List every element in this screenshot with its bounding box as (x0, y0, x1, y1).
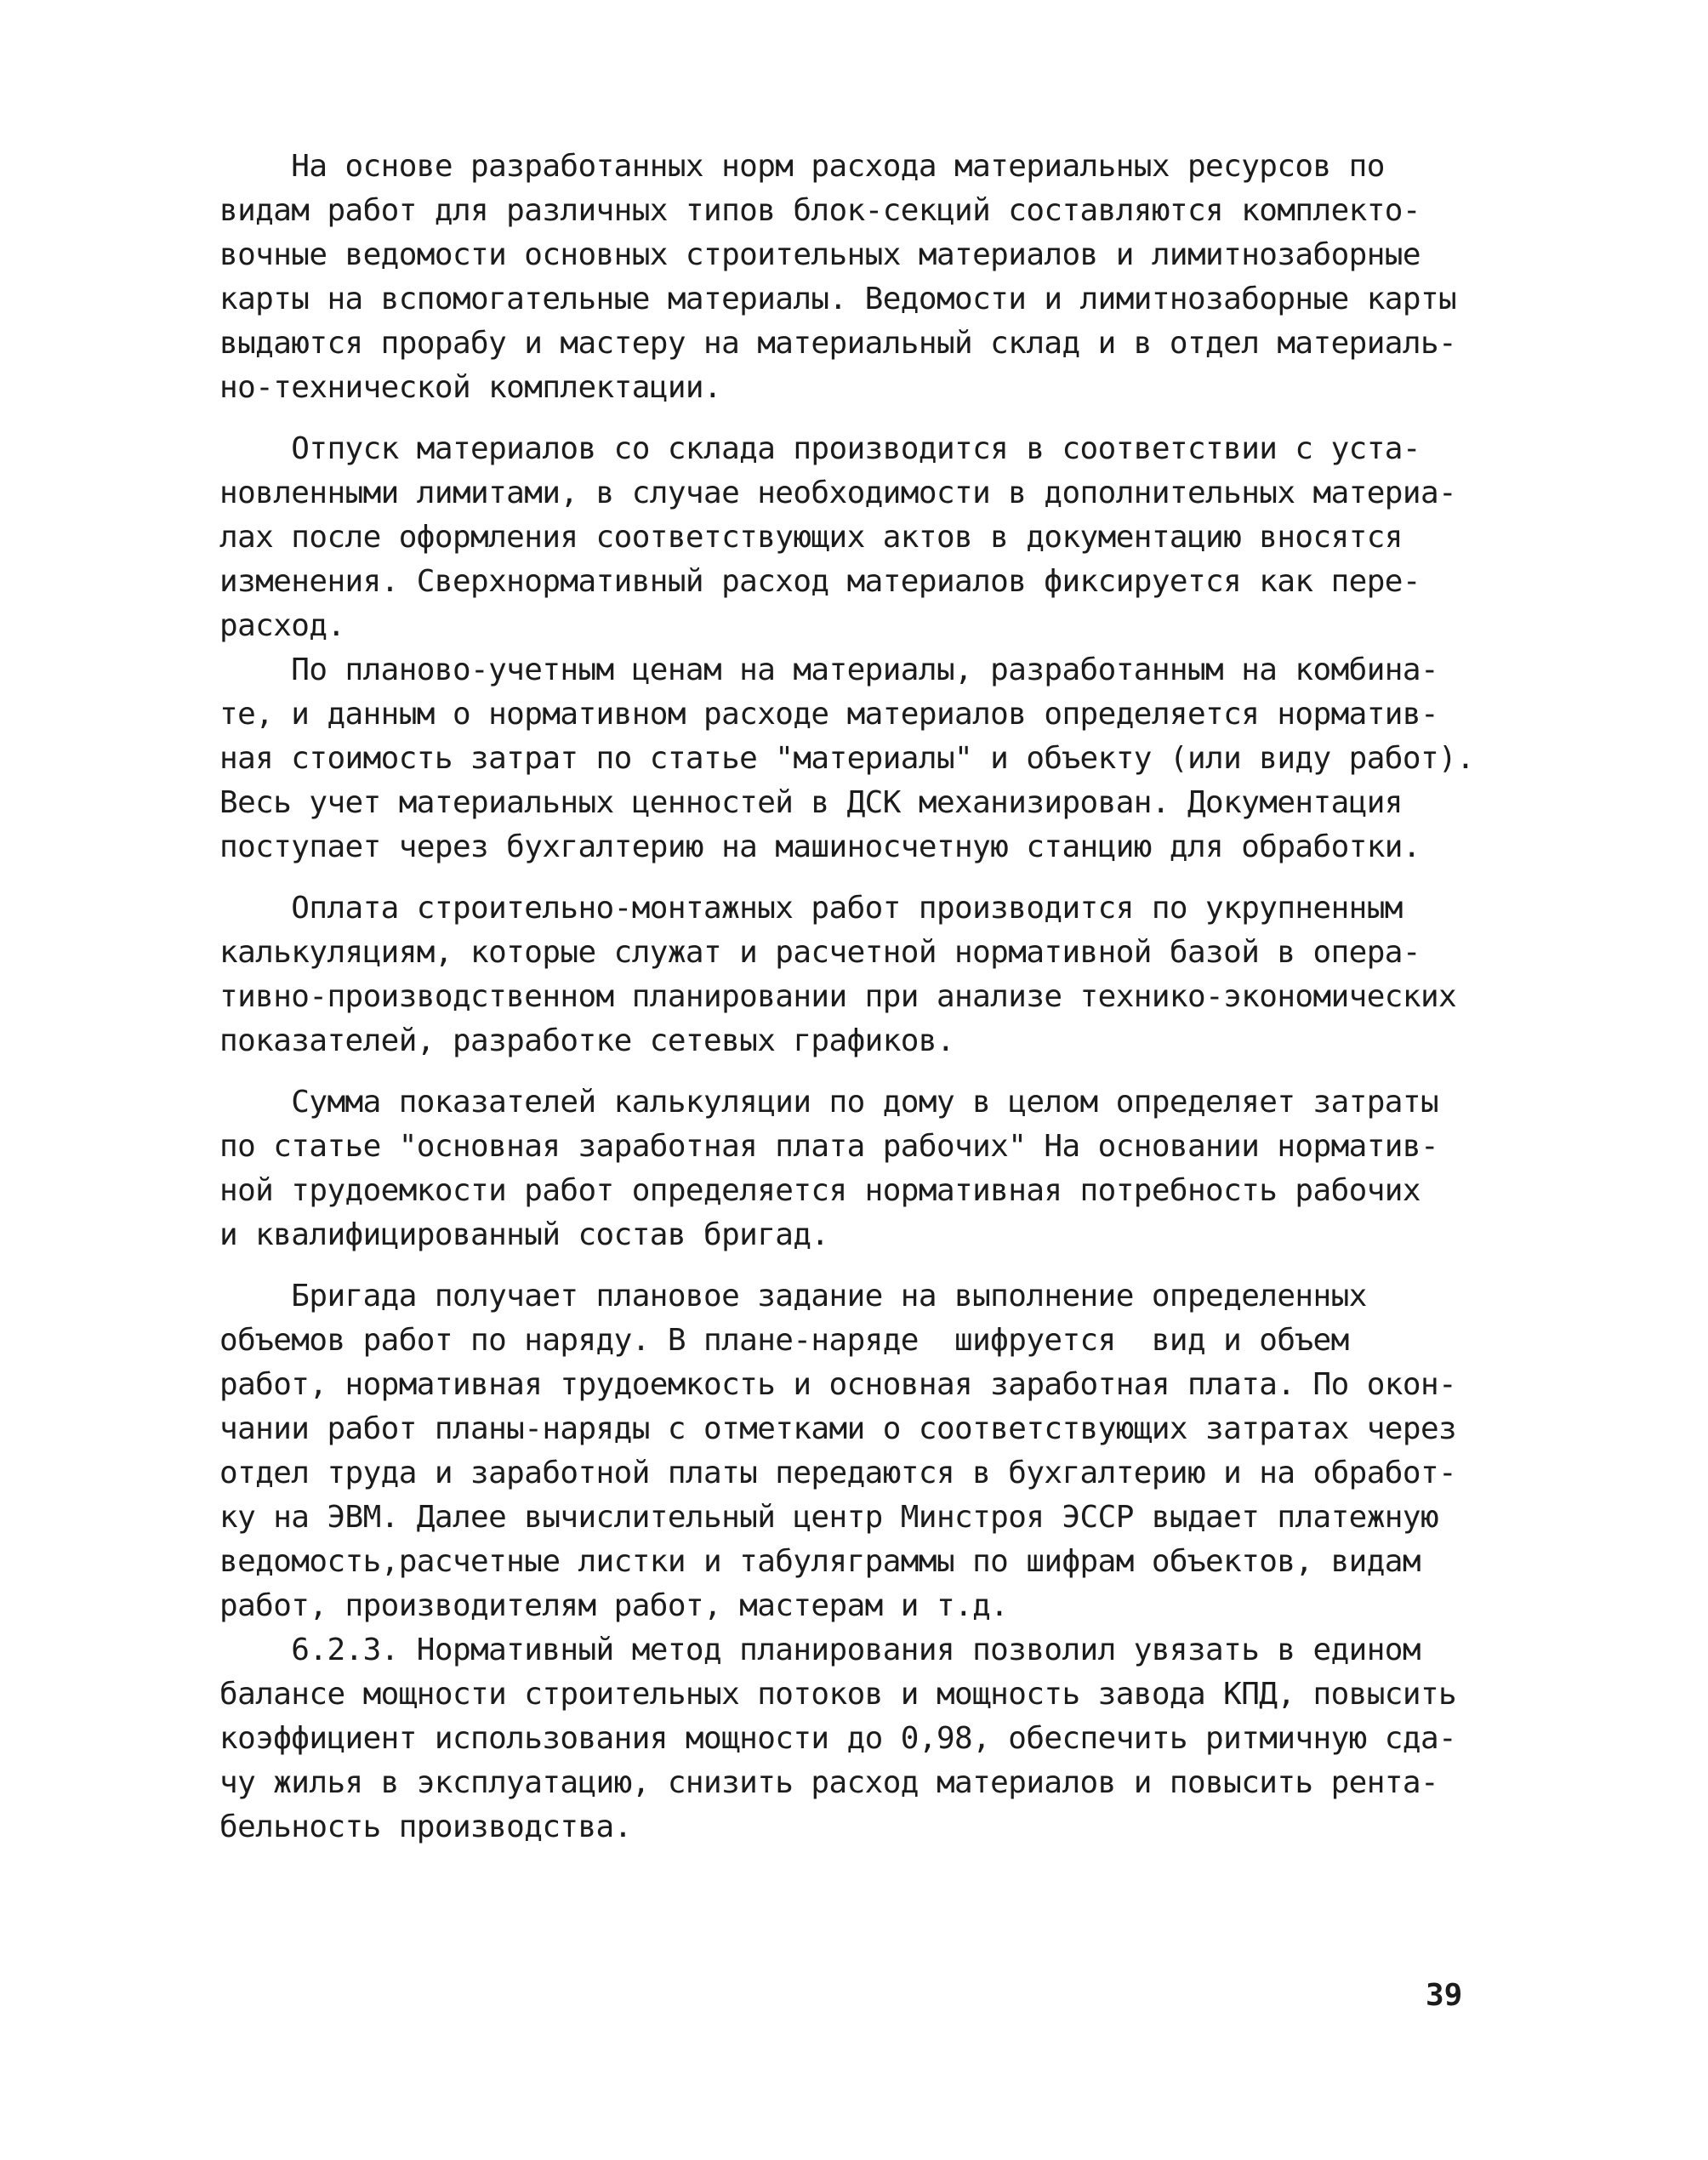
text-line: новленными лимитами, в случае необходимости в дополнительных материа- (219, 476, 1457, 510)
text-line: те, и данным о нормативном расходе материалов определяется норматив- (219, 697, 1439, 732)
text-line: чу жилья в эксплуатацию, снизить расход материалов и повысить рента- (219, 1765, 1439, 1800)
text-line: ная стоимость затрат по статье "материалы" и объекту (или виду работ). (219, 741, 1475, 776)
text-line: Оплата строительно-монтажных работ производится по укрупненным (219, 891, 1403, 926)
text-line: калькуляциям, которые служат и расчетной нормативной базой в опера- (219, 935, 1420, 970)
body-text (219, 145, 1495, 1849)
text-line: поступает через бухгалтерию на машиносчетную станцию для обработки. (219, 829, 1420, 864)
paragraph-2 (219, 427, 1495, 648)
text-line: работ, нормативная трудоемкость и основная заработная плата. По окон- (219, 1367, 1457, 1402)
text-line: но-технической комплектации. (219, 370, 722, 405)
text-line: выдаются прорабу и мастеру на материальный склад и в отдел материаль- (219, 326, 1457, 361)
text-line: расход. (219, 608, 345, 643)
text-line: видам работ для различных типов блок-секций составляются комплекто- (219, 193, 1420, 228)
text-line: ку на ЭВМ. Далее вычислительный центр Минстроя ЭССР выдает платежную (219, 1500, 1439, 1535)
paragraph-7 (219, 1628, 1495, 1849)
text-line: 6.2.3. Нормативный метод планирования позволил увязать в едином (219, 1633, 1420, 1667)
paragraph-6 (219, 1274, 1495, 1628)
text-line: работ, производителям работ, мастерам и т.д. (219, 1588, 1009, 1623)
text-line: Отпуск материалов со склада производится в соответствии с уста- (219, 431, 1420, 466)
page-number: 39 (1426, 1978, 1463, 2013)
text-line: вочные ведомости основных строительных материалов и лимитнозаборные (219, 237, 1420, 272)
paragraph-3 (219, 648, 1495, 869)
text-line: объемов работ по наряду. В плане-наряде шифруется вид и объем (219, 1323, 1349, 1358)
text-line: Сумма показателей калькуляции по дому в целом определяет затраты (219, 1085, 1439, 1120)
text-line: лах после оформления соответствующих актов в документацию вносятся (219, 520, 1403, 555)
text-line: тивно-производственном планировании при анализе технико-экономических (219, 979, 1457, 1014)
text-line: По планово-учетным ценам на материалы, разработанным на комбина- (219, 653, 1439, 687)
text-line: отдел труда и заработной платы передаются в бухгалтерию и на обработ- (219, 1456, 1457, 1490)
text-line: по статье "основная заработная плата рабочих" На основании норматив- (219, 1129, 1439, 1164)
text-line: ведомость,расчетные листки и табуляграммы по шифрам объектов, видам (219, 1544, 1420, 1579)
text-line: чании работ планы-наряды с отметками о соответствующих затратах через (219, 1411, 1457, 1446)
text-line: Бригада получает плановое задание на выполнение определенных (219, 1279, 1367, 1314)
paragraph-5 (219, 1080, 1495, 1257)
text-line: коэффициент использования мощности до 0,98, обеспечить ритмичную сда- (219, 1721, 1457, 1756)
text-line: показателей, разработке сетевых графиков. (219, 1023, 955, 1058)
text-line: карты на вспомогательные материалы. Ведомости и лимитнозаборные карты (219, 282, 1457, 316)
text-line: изменения. Сверхнормативный расход материалов фиксируется как пере- (219, 564, 1420, 599)
text-line: и квалифицированный состав бригад. (219, 1217, 829, 1252)
text-line: балансе мощности строительных потоков и мощность завода КПД, повысить (219, 1677, 1457, 1712)
text-line: бельность производства. (219, 1809, 632, 1844)
paragraph-4 (219, 886, 1495, 1063)
text-line: На основе разработанных норм расхода материальных ресурсов по (219, 149, 1385, 184)
text-line: ной трудоемкости работ определяется нормативная потребность рабочих (219, 1173, 1420, 1208)
text-line: Весь учет материальных ценностей в ДСК механизирован. Документация (219, 785, 1403, 820)
paragraph-1 (219, 145, 1495, 410)
